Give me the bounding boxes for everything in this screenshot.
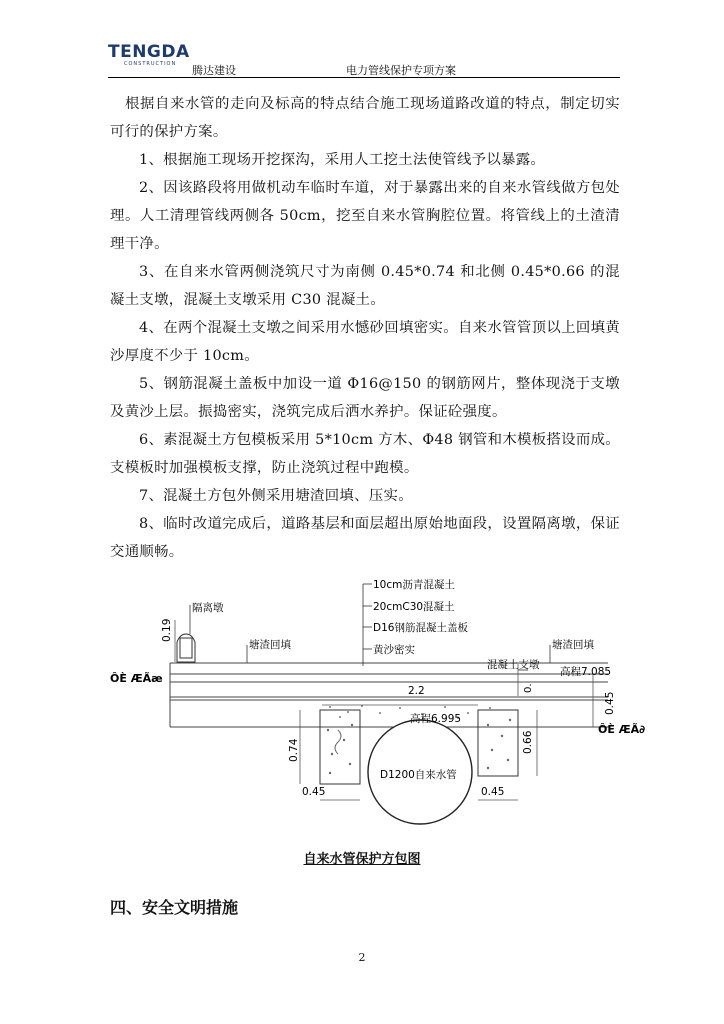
left-pier-texture	[327, 724, 353, 774]
label-fill-left: 塘渣回填	[249, 639, 291, 651]
document-title: 电力管线保护专项方案	[346, 64, 456, 77]
paragraph-item-7: 7、混凝土方包外侧采用塘渣回填、压实。	[139, 488, 413, 504]
dim-045-right: 0.45	[604, 691, 616, 715]
dim-066: 0.66	[522, 730, 534, 754]
dim-0-small: 0.	[523, 683, 534, 693]
label-garbled-right: ÔÈ ÆÃ∂	[598, 723, 646, 736]
label-fill-right: 塘渣回填	[552, 639, 594, 651]
label-slab: D16钢筋混凝土盖板	[373, 622, 468, 634]
dim-019: 0.19	[161, 618, 173, 642]
company-name: 腾达建设	[192, 64, 236, 77]
paragraph-item-1: 1、根据施工现场开挖探沟，采用人工挖土法使管线予以暴露。	[139, 152, 546, 168]
label-barrier: 隔离墩	[192, 602, 224, 614]
barrier-block	[177, 634, 195, 662]
paragraph-item-2: 2、因该路段将用做机动车临时车道，对于暴露出来的自来水管线做方包处理。人工清理管线两侧各 50cm，挖至自来水管胸腔位置。将管线上的土渣清理干净。	[110, 180, 620, 252]
right-concrete-pier	[478, 710, 518, 776]
paragraph-intro: 根据自来水管的走向及标高的特点结合施工现场道路改道的特点，制定切实可行的保护方案。	[110, 96, 620, 140]
header-divider	[108, 77, 620, 78]
section-heading: 四、安全文明措施	[110, 898, 239, 917]
paragraph-item-8: 8、临时改道完成后，道路基层和面层超出原始地面段，设置隔离墩，保证交通顺畅。	[110, 516, 620, 560]
label-c30: 20cmC30混凝土	[373, 601, 455, 613]
pipe-protection-diagram	[100, 570, 646, 840]
paragraph-item-4: 4、在两个混凝土支墩之间采用水憾砂回填密实。自来水管管顶以上回填黄沙厚度不少于 10cm。	[110, 320, 620, 364]
paragraph-item-5: 5、钢筋混凝土盖板中加设一道 Φ16@150 的钢筋网片，整体现浇于支墩及黄沙上层。振捣密实，浇筑完成后洒水养护。保证砼强度。	[110, 376, 620, 420]
road-layers	[170, 663, 610, 727]
page-header	[108, 42, 620, 78]
dim-074: 0.74	[288, 738, 300, 762]
logo-subtext: CONSTRUCTION	[124, 61, 177, 67]
figure-caption: 自来水管保护方包图	[303, 852, 421, 867]
dim-045-bl: 0.45	[302, 786, 326, 798]
label-pier: 混凝土支墩	[487, 659, 540, 671]
label-garbled-left: ÔÈ ÆÃæ	[110, 672, 163, 685]
paragraph-item-6: 6、素混凝土方包模板采用 5*10cm 方木、Φ48 钢管和木模板搭设而成。支模板时加强模板支撑，防止浇筑过程中跑模。	[110, 432, 620, 476]
logo-text: TENGDA	[108, 42, 190, 62]
label-elev-mid: 高程6.995	[410, 713, 462, 725]
label-elev-top: 高程7.085	[560, 666, 612, 678]
left-concrete-pier	[320, 710, 360, 784]
label-asphalt: 10cm沥青混凝土	[373, 579, 455, 591]
right-pier-texture	[487, 719, 511, 769]
dim-22: 2.2	[408, 685, 425, 697]
leader-lines	[190, 584, 550, 670]
label-pipe: D1200自来水管	[380, 769, 457, 781]
page-number: 2	[358, 951, 366, 964]
paragraph-item-3: 3、在自来水管两侧浇筑尺寸为南侧 0.45*0.74 和北侧 0.45*0.66 的混凝土支墩，混凝土支墩采用 C30 混凝土。	[110, 264, 620, 308]
label-sand: 黄沙密实	[373, 644, 415, 656]
dim-045-br: 0.45	[481, 786, 505, 798]
